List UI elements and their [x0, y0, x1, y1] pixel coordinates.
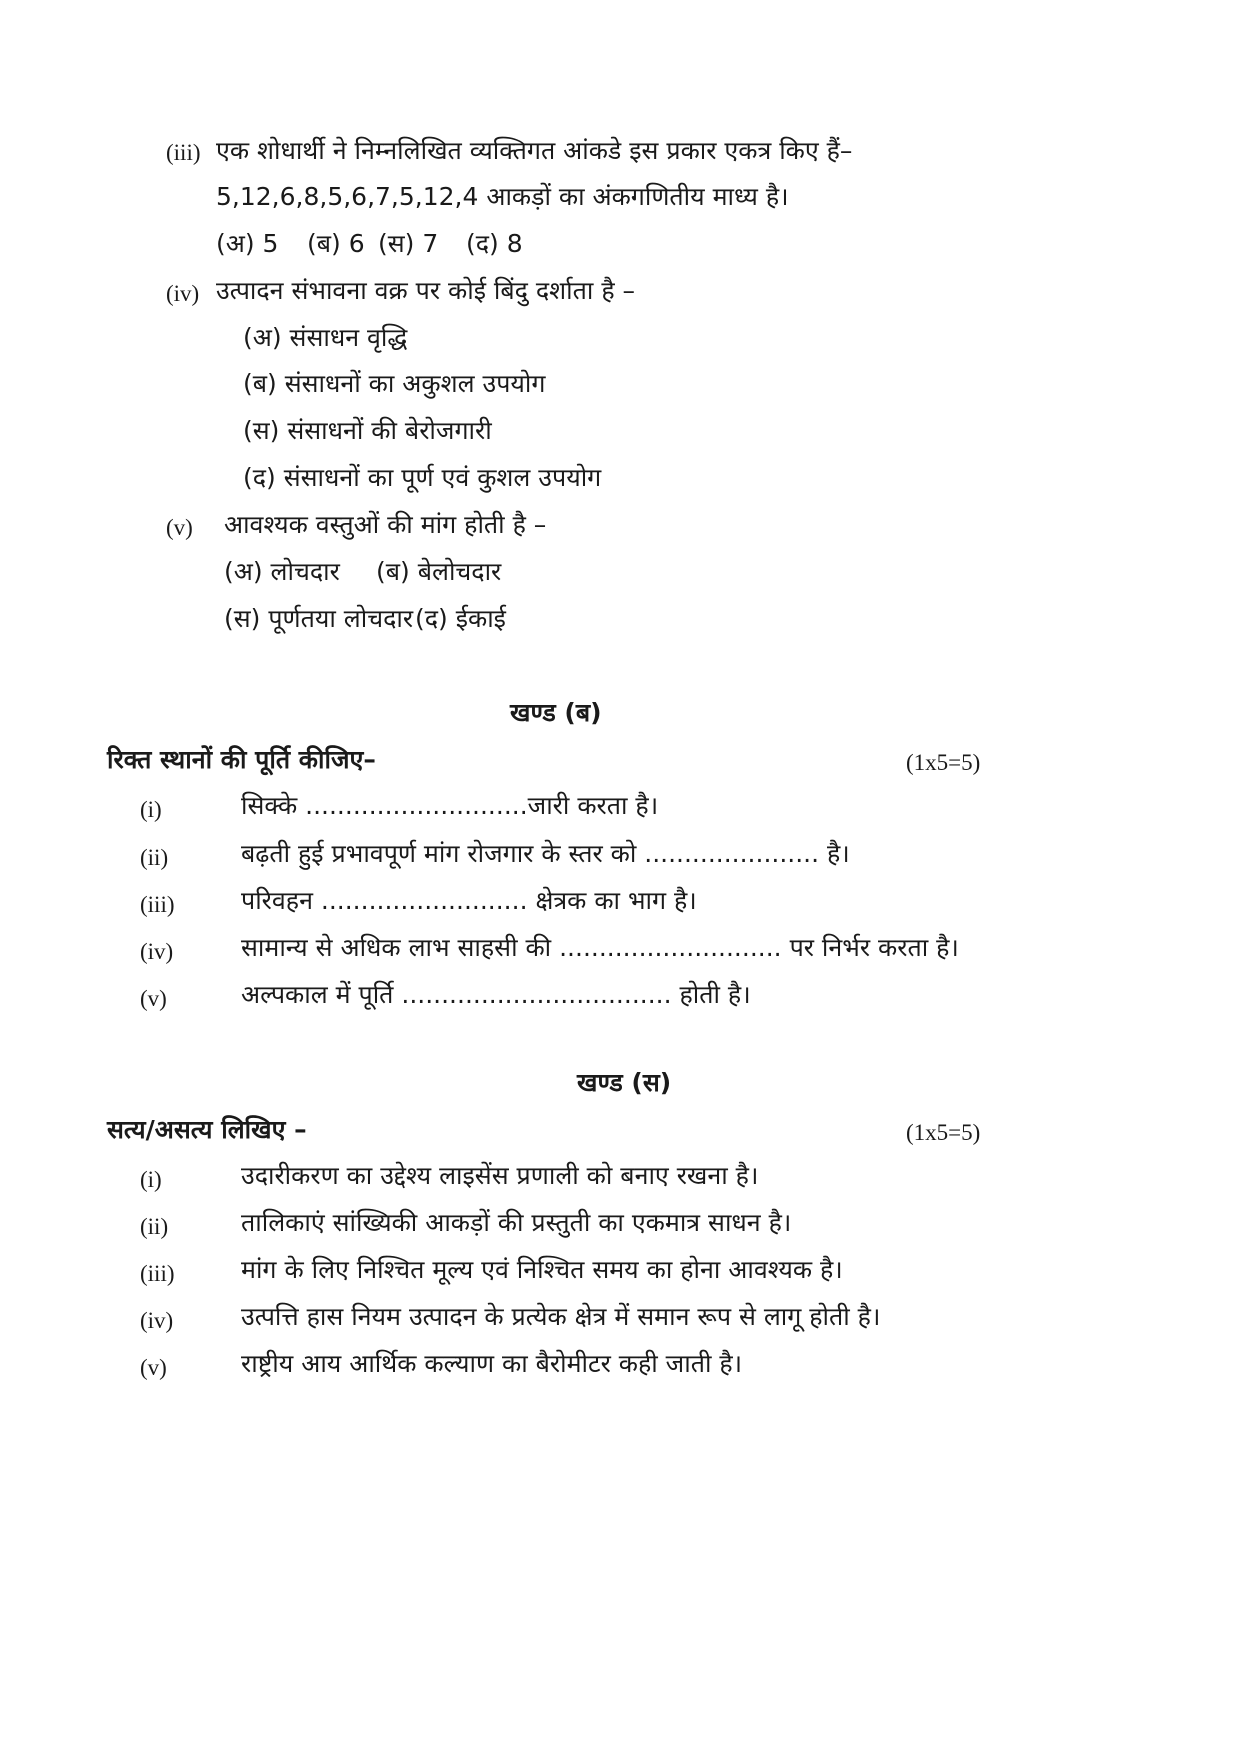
section-c-item-number: (iii): [140, 1261, 175, 1286]
section-c-item-number: (iv): [140, 1308, 174, 1333]
section-c-item-text: उदारीकरण का उद्देश्य लाइसेंस प्रणाली को बनाए रखना है।: [241, 1161, 759, 1190]
section-b-item-text: अल्पकाल में पूर्ति .................................. होती है।: [241, 980, 751, 1009]
mcq-q4-text: उत्पादन संभावना वक्र पर कोई बिंदु दर्शाता है –: [216, 276, 636, 305]
section-b-item-number: (iii): [140, 892, 175, 917]
section-c-instruction: सत्य/असत्य लिखिए –: [107, 1115, 307, 1144]
section-b-title: खण्ड (ब): [510, 698, 602, 727]
section-b-item-text: परिवहन .......................... क्षेत्रक का भाग है।: [241, 886, 697, 915]
section-c-item-text: उत्पत्ति हास नियम उत्पादन के प्रत्येक क्षेत्र में समान रूप से लागू होती है।: [241, 1302, 881, 1331]
section-b-item-number: (i): [140, 797, 162, 822]
mcq-q4-option-d: (द) संसाधनों का पूर्ण एवं कुशल उपयोग: [243, 463, 602, 492]
section-b-item-text: बढ़ती हुई प्रभावपूर्ण मांग रोजगार के स्तर को ...................... है।: [241, 839, 850, 868]
section-c-item-text: मांग के लिए निश्चित मूल्य एवं निश्चित समय का होना आवश्यक है।: [241, 1255, 843, 1284]
mcq-q4-option-a: (अ) संसाधन वृद्धि: [243, 323, 408, 352]
mcq-q4-option-b: (ब) संसाधनों का अकुशल उपयोग: [243, 369, 546, 398]
mcq-q4-number: (iv): [166, 281, 200, 306]
section-c-item-number: (ii): [140, 1214, 169, 1239]
mcq-q5-option-d: (द) ईकाई: [415, 604, 506, 633]
section-b-instruction: रिक्त स्थानों की पूर्ति कीजिए–: [107, 745, 376, 774]
mcq-q5-number: (v): [166, 515, 193, 540]
section-c-item-text: राष्ट्रीय आय आर्थिक कल्याण का बैरोमीटर कही जाती है।: [241, 1349, 743, 1378]
mcq-q3-option-d: (द) 8: [466, 229, 523, 258]
section-c-item-number: (i): [140, 1167, 162, 1192]
section-b-item-number: (ii): [140, 845, 169, 870]
mcq-q5-option-c: (स) पूर्णतया लोचदार: [224, 604, 414, 633]
section-b-item-number: (v): [140, 986, 167, 1011]
mcq-q3-number: (iii): [166, 140, 201, 165]
mcq-q3-data: 5,12,6,8,5,6,7,5,12,4 आकड़ों का अंकगणितीय माध्य है।: [216, 182, 789, 211]
mcq-q3-option-c: (स) 7: [378, 229, 439, 258]
mcq-q5-text: आवश्यक वस्तुओं की मांग होती है –: [224, 510, 547, 539]
section-c-item-number: (v): [140, 1355, 167, 1380]
mcq-q4-option-c: (स) संसाधनों की बेरोजगारी: [243, 416, 492, 445]
section-c-marks: (1x5=5): [906, 1120, 981, 1145]
section-b-marks: (1x5=5): [906, 750, 981, 775]
mcq-q5-option-a: (अ) लोचदार: [224, 557, 340, 586]
section-c-item-text: तालिकाएं सांख्यिकी आकड़ों की प्रस्तुती का एकमात्र साधन है।: [241, 1208, 792, 1237]
mcq-q3-option-b: (ब) 6: [307, 229, 365, 258]
mcq-q3-text: एक शोधार्थी ने निम्नलिखित व्यक्तिगत आंकडे इस प्रकार एकत्र किए हैं–: [216, 136, 853, 165]
section-c-title: खण्ड (स): [577, 1068, 672, 1097]
section-b-item-text: सामान्य से अधिक लाभ साहसी की ............................ पर निर्भर करता है।: [241, 933, 959, 962]
mcq-q3-option-a: (अ) 5: [216, 229, 279, 258]
mcq-q5-option-b: (ब) बेलोचदार: [376, 557, 502, 586]
section-b-item-number: (iv): [140, 939, 174, 964]
section-b-item-text: सिक्के ............................जारी करता है।: [241, 791, 659, 820]
